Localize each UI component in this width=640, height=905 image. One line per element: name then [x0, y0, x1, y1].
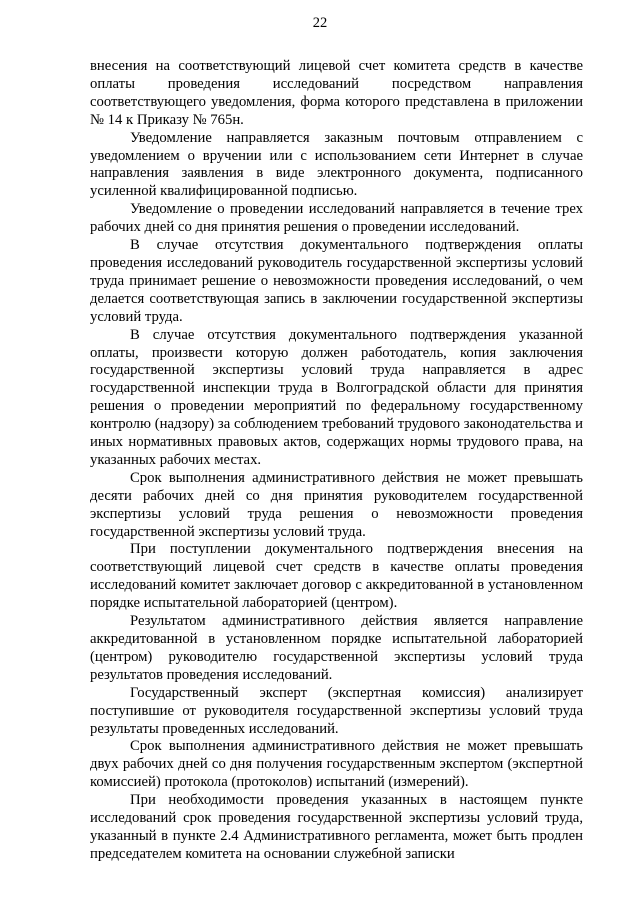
paragraph-continuation: внесения на соответствующий лицевой счет комитета средств в качестве оплаты проведения исследований посредством направления соответствующего уведомления, форма которого представлена в приложении № 14 к Приказу № 765н. [90, 58, 583, 128]
paragraph: Государственный эксперт (экспертная комиссия) анализирует поступившие от руководителя государственной экспертизы условий труда результаты проведенных исследований. [90, 684, 583, 737]
paragraph: При необходимости проведения указанных в настоящем пункте исследований срок проведения государственной экспертизы условий труда, указанный в пункте 2.4 Административного регламента, может быть продлен председателем комитета на основании служебной записки [90, 792, 583, 862]
paragraph: Уведомление направляется заказным почтовым отправлением с уведомлением о вручении или с использованием сети Интернет в случае направления заявления в виде электронного документа, подписанного усиленной квалифицированной подписью. [90, 129, 583, 200]
paragraph: При поступлении документального подтверждения внесения на соответствующий лицевой счет средств в качестве оплаты проведения исследований комитет заключает договор с аккредитованной в установленном порядке испытательной лабораторией (центром). [90, 541, 583, 612]
paragraph: В случае отсутствия документального подтверждения указанной оплаты, произвести которую должен работодатель, копия заключения государственной экспертизы условий труда направляется в адрес государственной инспекции труда в Волгоградской области для принятия решения о проведении мероприятий по федеральному государственному контролю (надзору) за соблюдением требований трудового законодательства и иных нормативных правовых актов, содержащих нормы трудового права, на указанных рабочих местах. [90, 326, 583, 468]
page-number: 22 [312, 15, 328, 31]
paragraph: В случае отсутствия документального подтверждения оплаты проведения исследований руководитель государственной экспертизы условий труда принимает решение о невозможности проведения исследований, о чем делается соответствующая запись в заключении государственной экспертизы условий труда. [90, 237, 583, 325]
paragraph: Уведомление о проведении исследований направляется в течение трех рабочих дней со дня принятия решения о проведении исследований. [90, 201, 583, 236]
page-body [90, 58, 583, 864]
paragraph: Срок выполнения административного действия не может превышать двух рабочих дней со дня получения государственным экспертом (экспертной комиссией) протокола (протоколов) испытаний (измерений). [90, 738, 583, 791]
paragraph: Результатом административного действия является направление аккредитованной в установленном порядке испытательной лабораторией (центром) руководителю государственной экспертизы условий труда результатов проведения исследований. [90, 613, 583, 683]
paragraph: Срок выполнения административного действия не может превышать десяти рабочих дней со дня принятия руководителем государственной экспертизы условий труда решения о невозможности проведения государственной экспертизы условий труда. [90, 469, 583, 540]
